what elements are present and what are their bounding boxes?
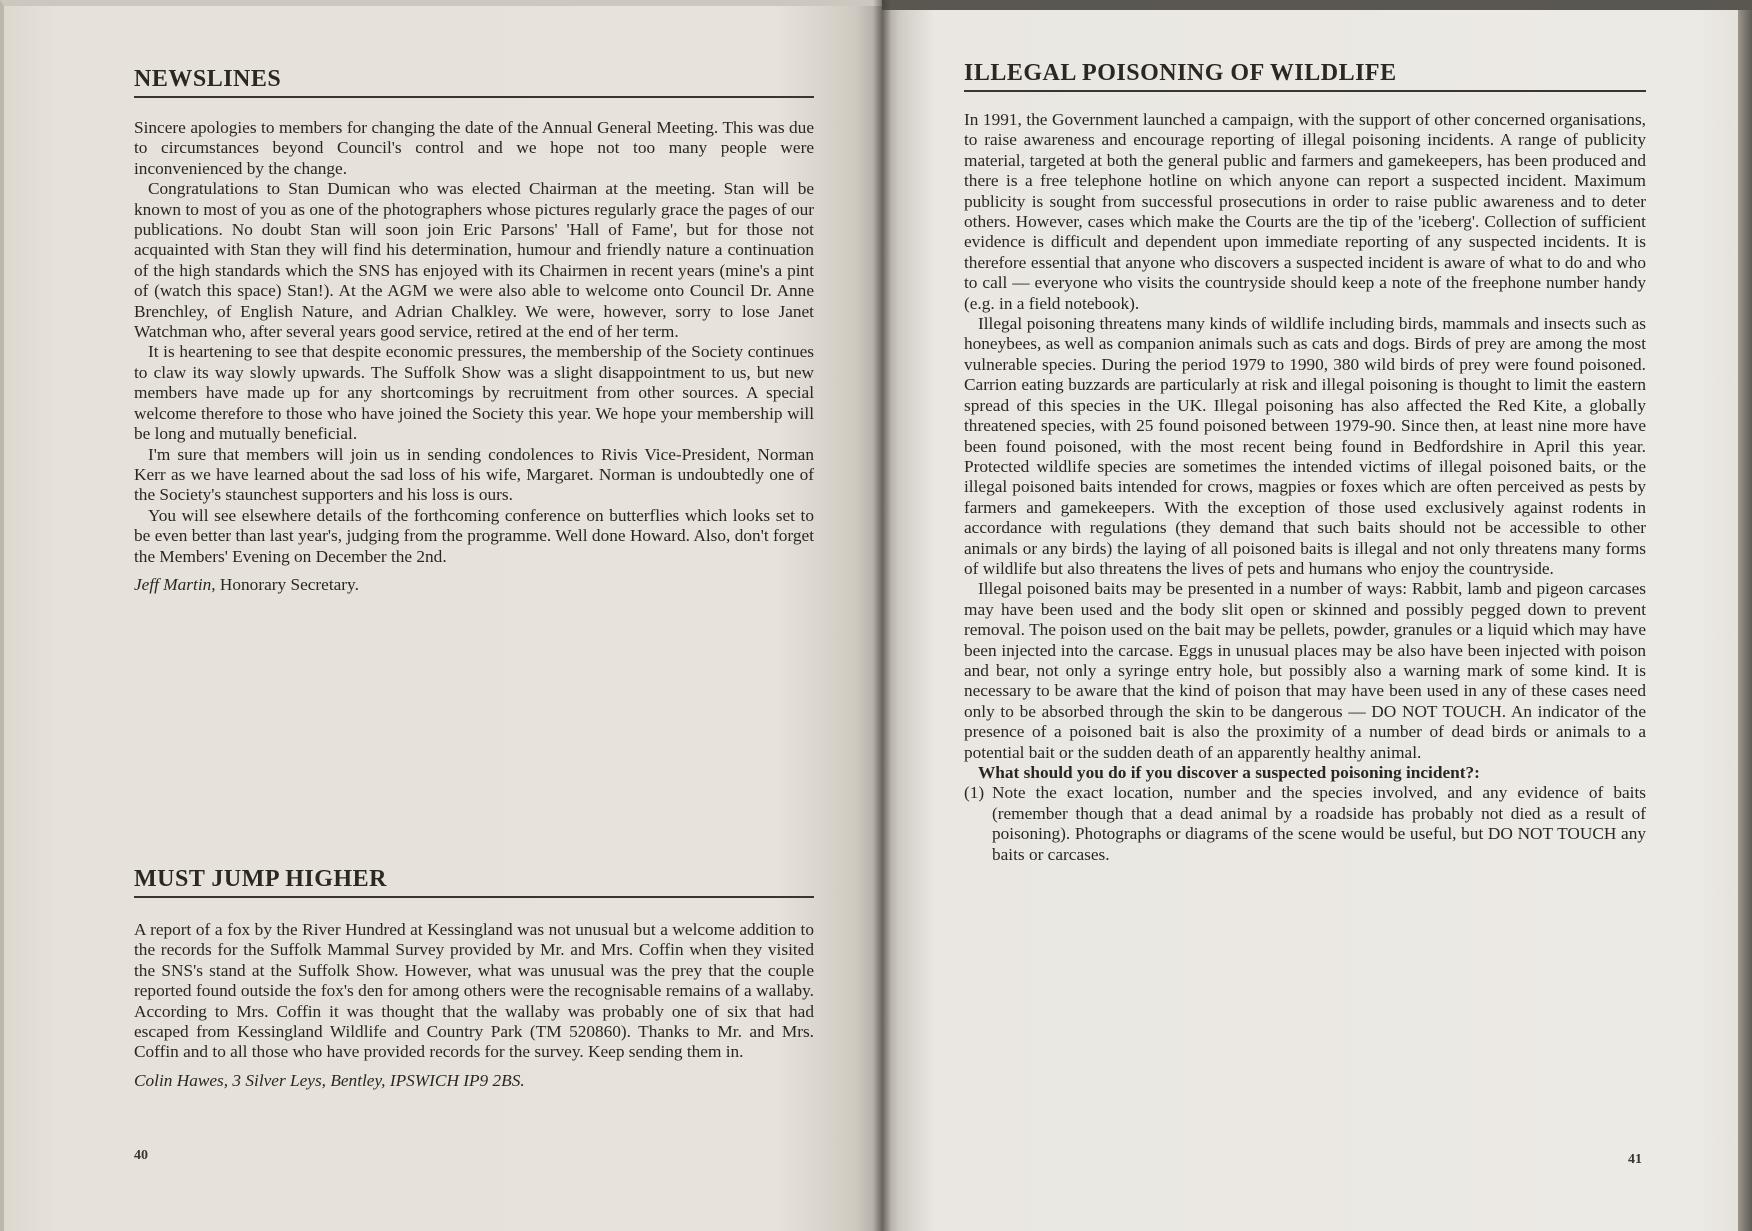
poisoning-section xyxy=(964,60,1646,865)
poisoning-paragraph: Illegal poisoned baits may be presented in a number of ways: Rabbit, lamb and pigeon carcases may have been used and the body slit open or skinned and possibly pegged down to prevent removal. The poison used on the bait may be pellets, powder, granules or a liquid which may have been injected into the carcase. Eggs in unusual places may be also have been injected with poison and bear, not only a syringe entry hole, but possibly also a warning mark of some kind. It is necessary to be aware that the kind of poison that may have been used in any of these cases need only to be absorbed through the skin to be dangerous — DO NOT TOUCH. An indicator of the presence of a poisoned bait is also the proximity of a number of dead birds or animals to a potential bait or the sudden death of an apparently healthy animal. xyxy=(964,579,1646,762)
poisoning-question: What should you do if you discover a suspected poisoning incident?: xyxy=(978,763,1480,782)
signature-title: Honorary Secretary. xyxy=(215,574,359,594)
newslines-paragraph: You will see elsewhere details of the forthcoming conference on butterflies which looks set to be even better than last year's, judging from the programme. Well done Howard. Also, don't forget the Members' Evening on December the 2nd. xyxy=(134,505,814,566)
right-page xyxy=(882,0,1752,1231)
poisoning-heading: ILLEGAL POISONING OF WILDLIFE xyxy=(964,60,1646,92)
newslines-paragraph: I'm sure that members will join us in sending condolences to Rivis Vice-President, Norman Kerr as we have learned about the sad loss of his wife, Margaret. Norman is undoubtedly one of the Society's staunchest supporters and his loss is ours. xyxy=(134,444,814,505)
newslines-paragraph: Sincere apologies to members for changing the date of the Annual General Meeting. This was due to circumstances beyond Council's control and we hope not too many people were inconvenienced by the change. xyxy=(134,118,814,178)
numbered-item xyxy=(964,783,1646,865)
newslines-paragraph: It is heartening to see that despite economic pressures, the membership of the Society continues to claw its way slowly upwards. The Suffolk Show was a slight disappointment to us, but new members have made up for any shortcomings by recruitment from other sources. A special welcome therefore to those who have joined the Society this year. We hope your membership will be long and mutually beneficial. xyxy=(134,342,814,444)
page-number-left: 40 xyxy=(134,1148,148,1163)
signature-name: Jeff Martin, xyxy=(134,574,216,594)
newslines-section xyxy=(134,66,814,595)
must-jump-paragraph: A report of a fox by the River Hundred at Kessingland was not unusual but a welcome addition to the records for the Suffolk Mammal Survey provided by Mr. and Mrs. Coffin when they visited the SNS's stand at the Suffolk Show. However, what was unusual was the prey that the couple reported found outside the fox's den for among others were the recognisable remains of a wallaby. According to Mrs. Coffin it was thought that the wallaby was probably one of six that had escaped from Kessingland Wildlife and Country Park (TM 520860). Thanks to Mr. and Mrs. Coffin and to all those who have provided records for the survey. Keep sending them in. xyxy=(134,920,814,1062)
poisoning-paragraph: In 1991, the Government launched a campaign, with the support of other concerned organisations, to raise awareness and encourage reporting of illegal poisoning incidents. A range of publicity material, targeted at both the general public and farmers and gamekeepers, has been produced and there is a free telephone hotline on which anyone can report a suspected incident. Maximum publicity is sought from successful prosecutions in order to raise public awareness and to deter others. However, cases which make the Courts are the tip of the 'iceberg'. Collection of sufficient evidence is difficult and dependent upon immediate reporting of any suspected incidents. It is therefore essential that anyone who discovers a suspected incident is aware of what to do and who to call — everyone who visits the countryside should keep a note of the freephone number handy (e.g. in a field notebook). xyxy=(964,110,1646,313)
must-jump-heading: MUST JUMP HIGHER xyxy=(134,866,814,898)
book-gutter xyxy=(873,0,891,1231)
newslines-heading: NEWSLINES xyxy=(134,66,814,98)
must-jump-signature: Colin Hawes, 3 Silver Leys, Bentley, IPSWICH IP9 2BS. xyxy=(134,1070,525,1090)
newslines-signature xyxy=(134,575,814,595)
must-jump-section xyxy=(134,866,814,1091)
poisoning-paragraph: Illegal poisoning threatens many kinds of wildlife including birds, mammals and insects such as honeybees, as well as companion animals such as cats and dogs. Birds of prey are among the most vulnerable species. During the period 1979 to 1990, 380 wild birds of prey were found poisoned. Carrion eating buzzards are particularly at risk and illegal poisoning is thought to limit the eastern spread of this species in the UK. Illegal poisoning has also affected the Red Kite, a globally threatened species, with 25 found poisoned between 1979-90. Since then, at least nine more have been found poisoned, with the most recent being found in Bedfordshire in April this year. Protected wildlife species are sometimes the intended victims of illegal poisoned baits, or the illegal poisoned baits intended for crows, magpies or foxes which are often perceived as pests by farmers and gamekeepers. With the exception of those used exclusively against rodents in accordance with regulations (they demand that such baits should not be accessible to other animals or any birds) the laying of all poisoned baits is illegal and not only threatens many forms of wildlife but also threatens the lives of pets and humans who enjoy the countryside. xyxy=(964,314,1646,578)
item-text: Note the exact location, number and the species involved, and any evidence of baits (remember though that a dead animal by a roadside has probably not died as a result of poisoning). Photographs or diagrams of the scene would be useful, but DO NOT TOUCH any baits or carcases. xyxy=(992,783,1646,864)
item-number: (1) xyxy=(964,783,985,803)
page-number-right: 41 xyxy=(1628,1152,1642,1167)
newslines-paragraph: Congratulations to Stan Dumican who was elected Chairman at the meeting. Stan will be known to most of you as one of the photographers whose pictures regularly grace the pages of our publications. No doubt Stan will soon join Eric Parsons' 'Hall of Fame', but for those not acquainted with Stan they will find his determination, humour and friendly nature a continuation of the high standards which the SNS has enjoyed with its Chairmen in recent years (mine's a pint of (watch this space) Stan!). At the AGM we were also able to welcome onto Council Dr. Anne Brenchley, of English Nature, and Adrian Chalkley. We were, however, sorry to lose Janet Watchman who, after several years good service, retired at the end of her term. xyxy=(134,179,814,342)
page-edge xyxy=(1738,10,1752,1231)
